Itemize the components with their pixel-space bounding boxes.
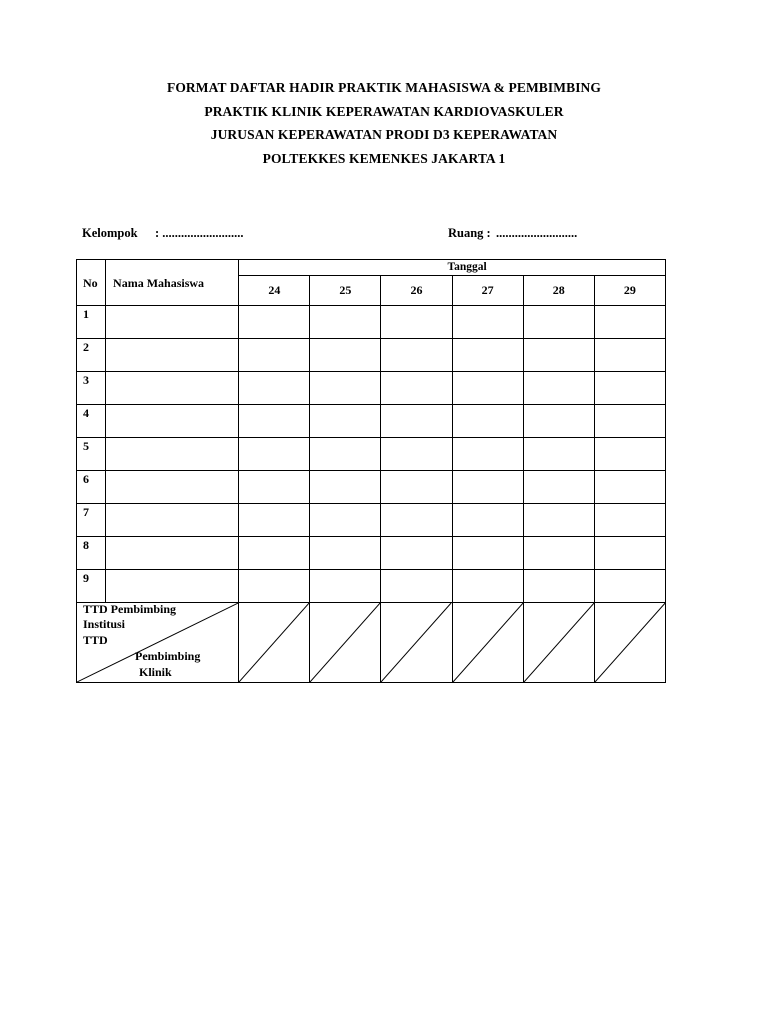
attendance-cell [239,504,310,537]
attendance-cell [239,537,310,570]
signature-label-cell [77,603,239,683]
diagonal-divider [524,603,594,682]
diagonal-divider [381,603,451,682]
attendance-cell [239,306,310,339]
attendance-cell [381,537,452,570]
signature-cell [452,603,523,683]
attendance-cell [310,438,381,471]
attendance-cell [594,504,665,537]
signature-row [77,603,666,683]
date-header: 24 [239,276,310,306]
attendance-cell [310,339,381,372]
attendance-cell [239,438,310,471]
attendance-cell [452,504,523,537]
name-cell [106,504,239,537]
ttd-klinik-label-3: Klinik [139,665,172,679]
ttd-klinik-label-2: Pembimbing [135,649,201,663]
ttd-institusi-label: TTD Pembimbing [83,602,177,616]
attendance-cell [452,306,523,339]
name-cell [106,570,239,603]
column-header-tanggal: Tanggal [239,260,666,276]
row-number: 7 [77,504,106,537]
title-line-4: POLTEKKES KEMENKES JAKARTA 1 [262,150,506,166]
attendance-cell [452,339,523,372]
attendance-cell [239,570,310,603]
attendance-cell [523,537,594,570]
date-header: 29 [594,276,665,306]
attendance-cell [381,504,452,537]
attendance-cell [523,372,594,405]
attendance-cell [310,372,381,405]
attendance-cell [310,504,381,537]
attendance-cell [381,339,452,372]
row-number: 4 [77,405,106,438]
ruang-label: Ruang : [448,226,491,240]
date-header: 26 [381,276,452,306]
attendance-cell [594,405,665,438]
row-number: 2 [77,339,106,372]
name-cell [106,306,239,339]
attendance-cell [381,306,452,339]
attendance-cell [381,471,452,504]
info-row [82,226,682,244]
diagonal-divider [595,603,665,682]
attendance-cell [239,339,310,372]
attendance-cell [310,537,381,570]
column-header-no: No [77,260,106,306]
attendance-cell [523,306,594,339]
attendance-cell [594,537,665,570]
attendance-cell [310,570,381,603]
column-header-name: Nama Mahasiswa [106,260,239,306]
ttd-institusi-label-2: Institusi [83,617,126,631]
table-row [77,438,666,471]
attendance-cell [310,405,381,438]
diagonal-divider [239,603,309,682]
attendance-cell [523,570,594,603]
attendance-cell [452,537,523,570]
attendance-cell [523,438,594,471]
signature-cell [239,603,310,683]
attendance-cell [310,306,381,339]
attendance-cell [594,438,665,471]
table-row [77,570,666,603]
signature-cell [523,603,594,683]
table-row [77,537,666,570]
row-number: 8 [77,537,106,570]
attendance-cell [310,471,381,504]
signature-cell [594,603,665,683]
attendance-cell [594,570,665,603]
attendance-cell [594,471,665,504]
attendance-cell [239,471,310,504]
attendance-cell [452,438,523,471]
kelompok-field: : .......................... [155,226,244,240]
date-header: 27 [452,276,523,306]
attendance-cell [594,372,665,405]
table-row [77,471,666,504]
attendance-cell [452,471,523,504]
signature-cell [310,603,381,683]
table-row [77,306,666,339]
attendance-cell [523,405,594,438]
diagonal-divider [453,603,523,682]
table-row [77,372,666,405]
table-row [77,339,666,372]
attendance-cell [239,372,310,405]
attendance-cell [381,438,452,471]
attendance-cell [452,372,523,405]
attendance-table [76,259,666,683]
attendance-cell [452,570,523,603]
attendance-cell [523,339,594,372]
attendance-cell [594,339,665,372]
kelompok-label: Kelompok [82,226,138,240]
document-title [0,76,768,170]
ruang-field: .......................... [496,226,578,240]
name-cell [106,438,239,471]
attendance-cell [523,504,594,537]
row-number: 1 [77,306,106,339]
name-cell [106,471,239,504]
attendance-cell [523,471,594,504]
attendance-cell [381,405,452,438]
attendance-cell [594,306,665,339]
attendance-cell [381,372,452,405]
diagonal-divider [310,603,380,682]
row-number: 6 [77,471,106,504]
table-row [77,504,666,537]
row-number: 5 [77,438,106,471]
title-line-1: FORMAT DAFTAR HADIR PRAKTIK MAHASISWA & PEMBIMBING [166,80,601,95]
table-row [77,405,666,438]
title-line-3: JURUSAN KEPERAWATAN PRODI D3 KEPERAWATAN [210,127,558,142]
signature-cell [381,603,452,683]
date-header: 25 [310,276,381,306]
row-number: 3 [77,372,106,405]
name-cell [106,372,239,405]
name-cell [106,405,239,438]
title-line-2: PRAKTIK KLINIK KEPERAWATAN KARDIOVASKULER [204,103,564,119]
header-row-1 [77,260,666,276]
row-number: 9 [77,570,106,603]
ttd-klinik-label: TTD [83,633,108,647]
attendance-cell [381,570,452,603]
attendance-cell [452,405,523,438]
date-header: 28 [523,276,594,306]
name-cell [106,537,239,570]
name-cell [106,339,239,372]
attendance-cell [239,405,310,438]
